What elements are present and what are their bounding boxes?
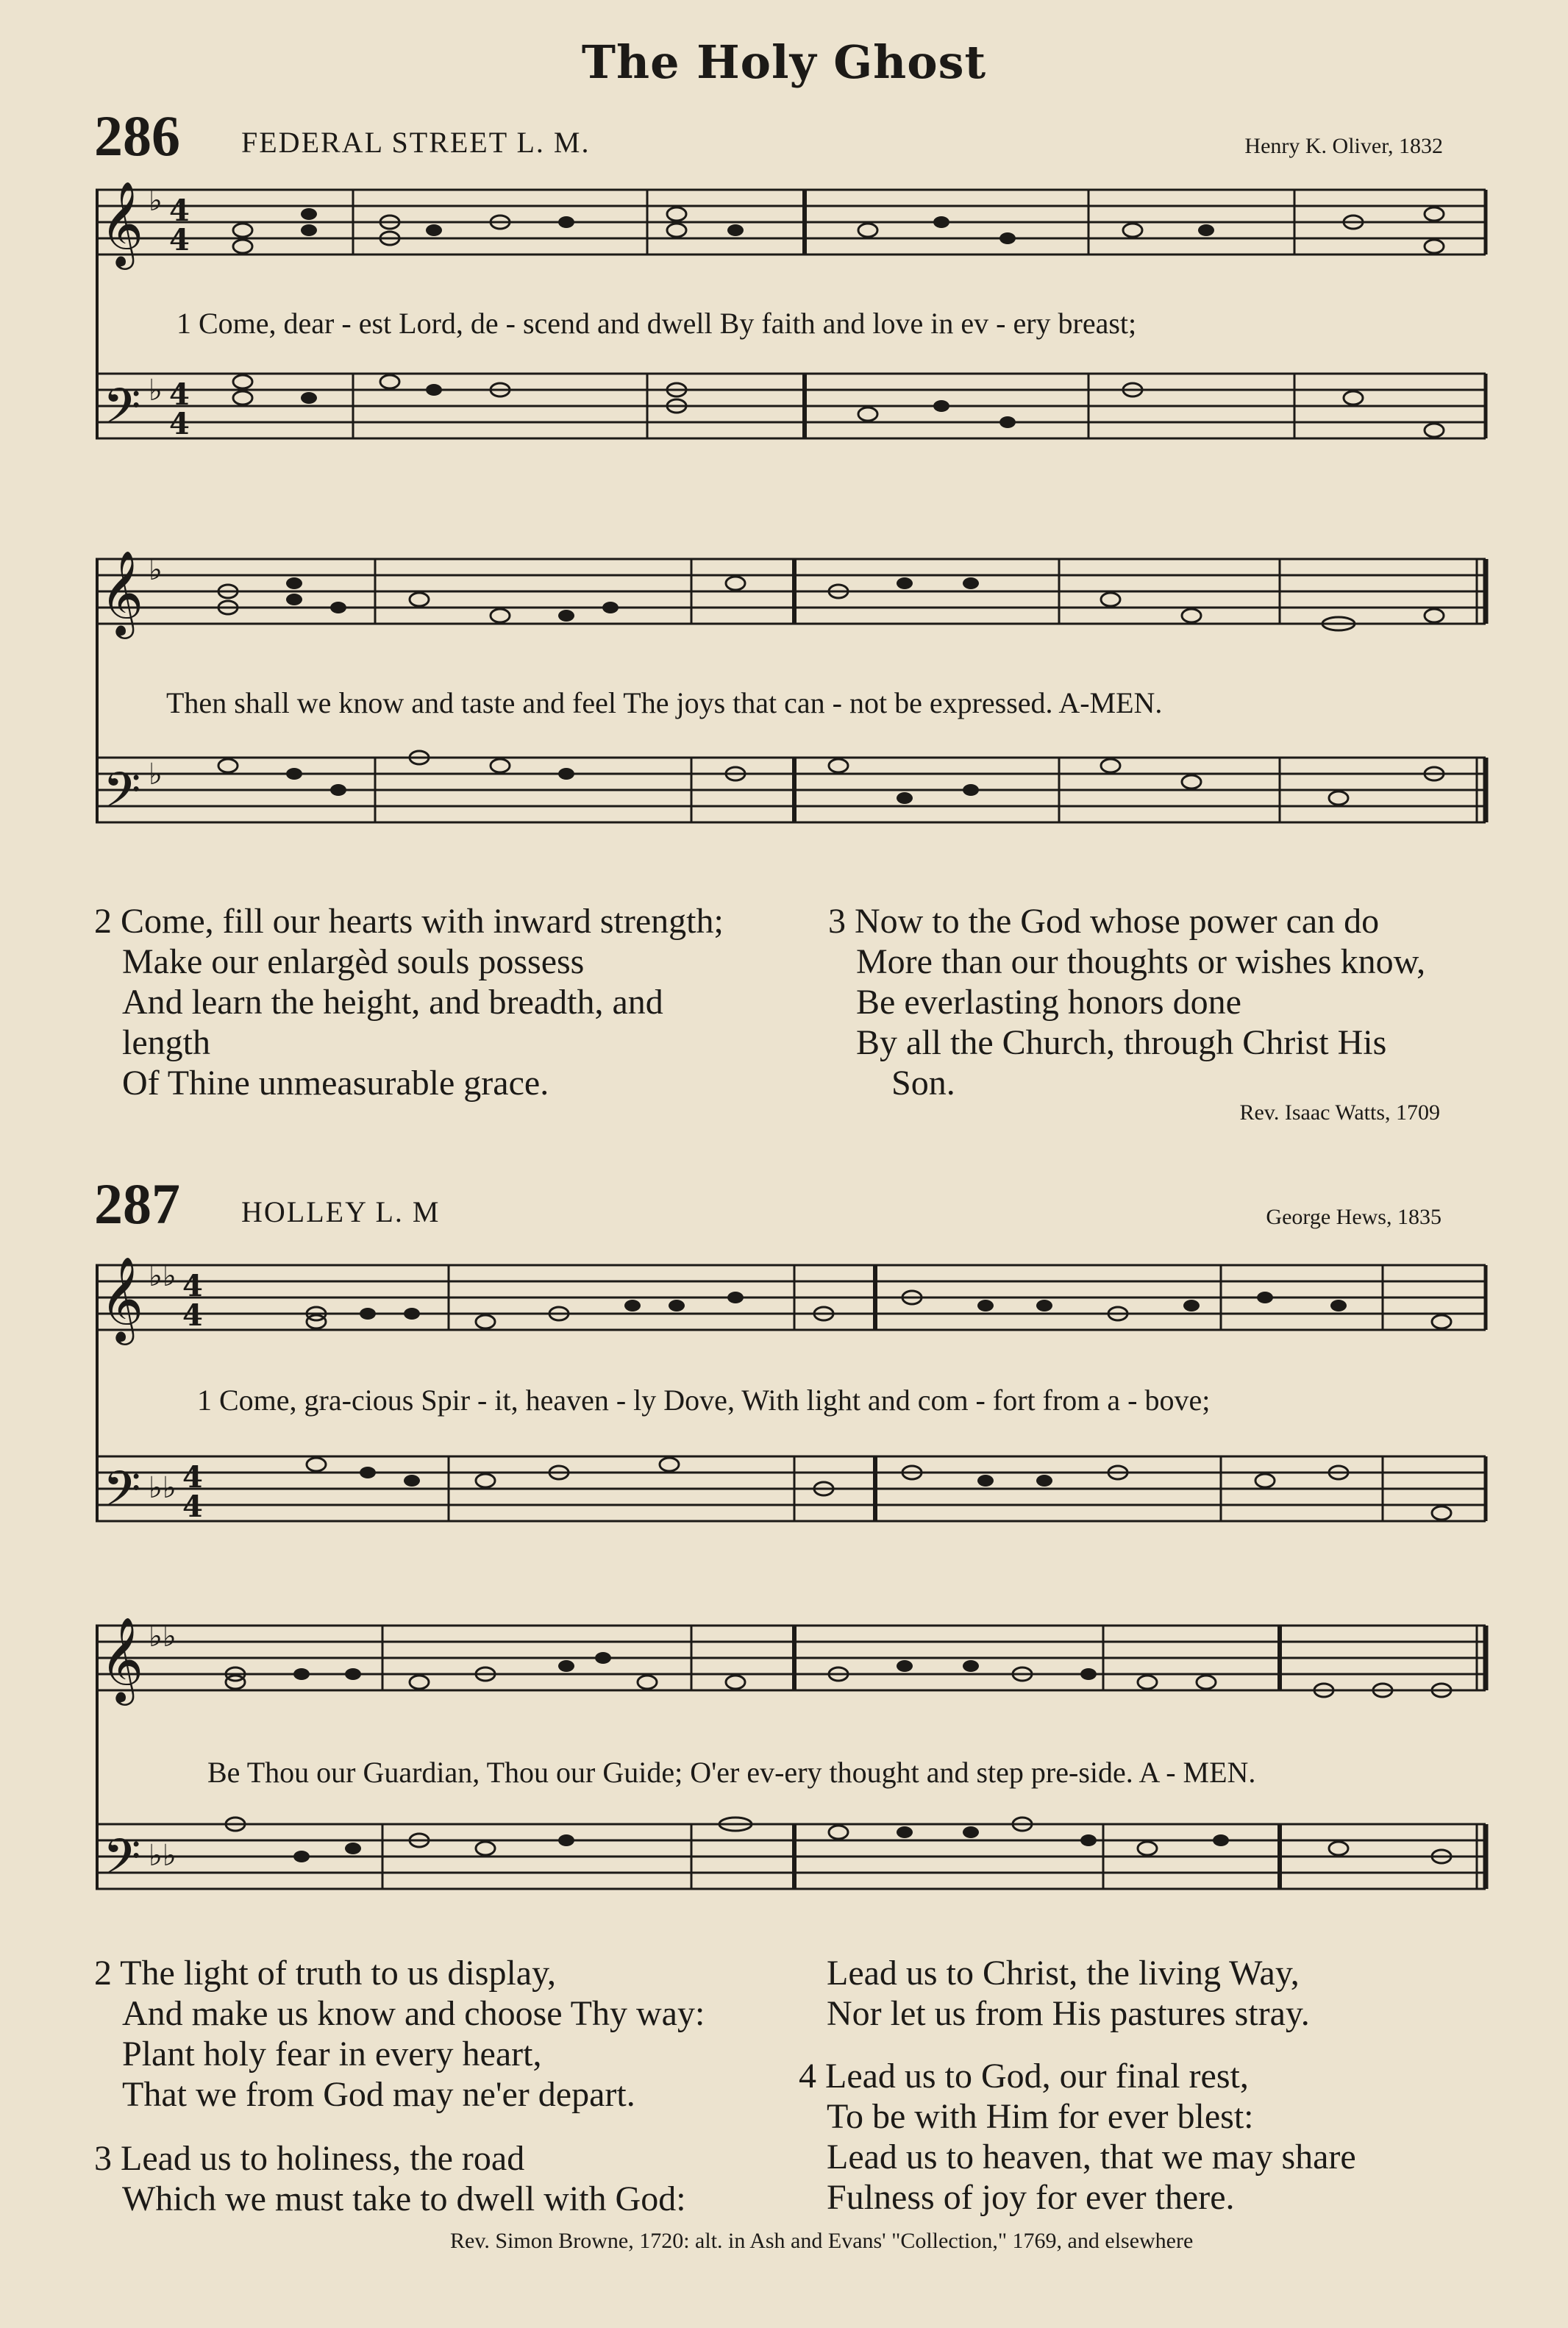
svg-text:4: 4 <box>169 407 190 441</box>
verse-line: And learn the height, and breadth, and <box>122 983 663 1022</box>
svg-text:4: 4 <box>182 1489 203 1524</box>
svg-text:𝄢: 𝄢 <box>103 378 141 446</box>
svg-text:𝄢: 𝄢 <box>103 762 141 830</box>
verse-line: 2 The light of truth to us display, <box>94 1954 556 1993</box>
svg-text:𝄞: 𝄞 <box>100 549 144 636</box>
verse-line: Be everlasting honors done <box>856 983 1241 1022</box>
svg-text:♭♭: ♭♭ <box>149 1259 177 1293</box>
svg-text:𝄞: 𝄞 <box>100 1616 144 1702</box>
verse-line: Plant holy fear in every heart, <box>122 2035 542 2074</box>
section-title: The Holy Ghost <box>581 35 987 89</box>
svg-text:𝄢: 𝄢 <box>103 1829 141 1897</box>
author-286: Rev. Isaac Watts, 1709 <box>1239 1100 1440 1125</box>
svg-text:♭: ♭ <box>149 184 163 218</box>
hymn-number-287: 287 <box>94 1172 180 1236</box>
svg-text:𝄢: 𝄢 <box>103 1461 141 1529</box>
svg-text:♭: ♭ <box>149 758 163 791</box>
verse-line: Lead us to Christ, the living Way, <box>827 1954 1300 1993</box>
svg-text:4: 4 <box>182 1460 203 1495</box>
svg-text:4: 4 <box>182 1298 203 1333</box>
svg-text:4: 4 <box>169 193 190 228</box>
svg-text:♭: ♭ <box>149 553 163 587</box>
svg-text:♭♭: ♭♭ <box>149 1471 177 1505</box>
verse-line: Which we must take to dwell with God: <box>122 2179 686 2218</box>
verse-line: More than our thoughts or wishes know, <box>856 942 1426 981</box>
music-lyric-line: 1 Come, dear - est Lord, de - scend and dwell By faith and love in ev - ery breast; <box>177 307 1137 340</box>
verse-line: Son. <box>891 1064 955 1103</box>
composer-287: George Hews, 1835 <box>1266 1205 1442 1229</box>
author-287: Rev. Simon Browne, 1720: alt. in Ash and Evans' "Collection," 1769, and elsewhere <box>450 2229 1194 2253</box>
svg-text:4: 4 <box>182 1269 203 1303</box>
tune-name-286: FEDERAL STREET L. M. <box>241 126 591 159</box>
verse-line: Nor let us from His pastures stray. <box>827 1994 1310 2033</box>
svg-text:♭♭: ♭♭ <box>149 1620 177 1654</box>
verse-line: 2 Come, fill our hearts with inward strength; <box>94 902 724 941</box>
verse-line: Fulness of joy for ever there. <box>827 2178 1235 2217</box>
verse-line: length <box>122 1023 210 1062</box>
verse-line: To be with Him for ever blest: <box>827 2097 1254 2136</box>
verse-line: 3 Now to the God whose power can do <box>828 902 1380 941</box>
svg-text:♭♭: ♭♭ <box>149 1839 177 1873</box>
music-lyric-line: Then shall we know and taste and feel The joys that can - not be expressed. A-MEN. <box>166 686 1163 719</box>
svg-text:𝄞: 𝄞 <box>100 180 144 266</box>
hymn-number-286: 286 <box>94 104 180 168</box>
verse-block-left-286 <box>94 901 724 1103</box>
verse-line: By all the Church, through Christ His <box>856 1023 1387 1062</box>
svg-text:4: 4 <box>169 377 190 412</box>
composer-286: Henry K. Oliver, 1832 <box>1244 134 1443 158</box>
verse-block-right-287 <box>799 1953 1356 2218</box>
tune-name-287: HOLLEY L. M <box>241 1195 441 1228</box>
music-lyric-line: 1 Come, gra-cious Spir - it, heaven - ly Dove, With light and com - fort from a - bove; <box>197 1384 1211 1417</box>
svg-text:♭: ♭ <box>149 374 163 407</box>
music-lyric-line: Be Thou our Guardian, Thou our Guide; O'er ev-ery thought and step pre-side. A - MEN. <box>207 1756 1256 1789</box>
verse-line: Make our enlargèd souls possess <box>122 942 585 981</box>
verse-line: Lead us to heaven, that we may share <box>827 2137 1356 2176</box>
svg-text:4: 4 <box>169 223 190 257</box>
verse-line: Of Thine unmeasurable grace. <box>122 1064 549 1103</box>
verse-line: 4 Lead us to God, our final rest, <box>799 2057 1249 2096</box>
verse-line: 3 Lead us to holiness, the road <box>94 2139 525 2178</box>
verse-line: That we from God may ne'er depart. <box>122 2075 635 2114</box>
verse-block-left-287 <box>94 1953 705 2219</box>
verse-block-right-286 <box>828 901 1425 1103</box>
svg-text:𝄞: 𝄞 <box>100 1256 144 1342</box>
verse-line: And make us know and choose Thy way: <box>122 1994 705 2033</box>
